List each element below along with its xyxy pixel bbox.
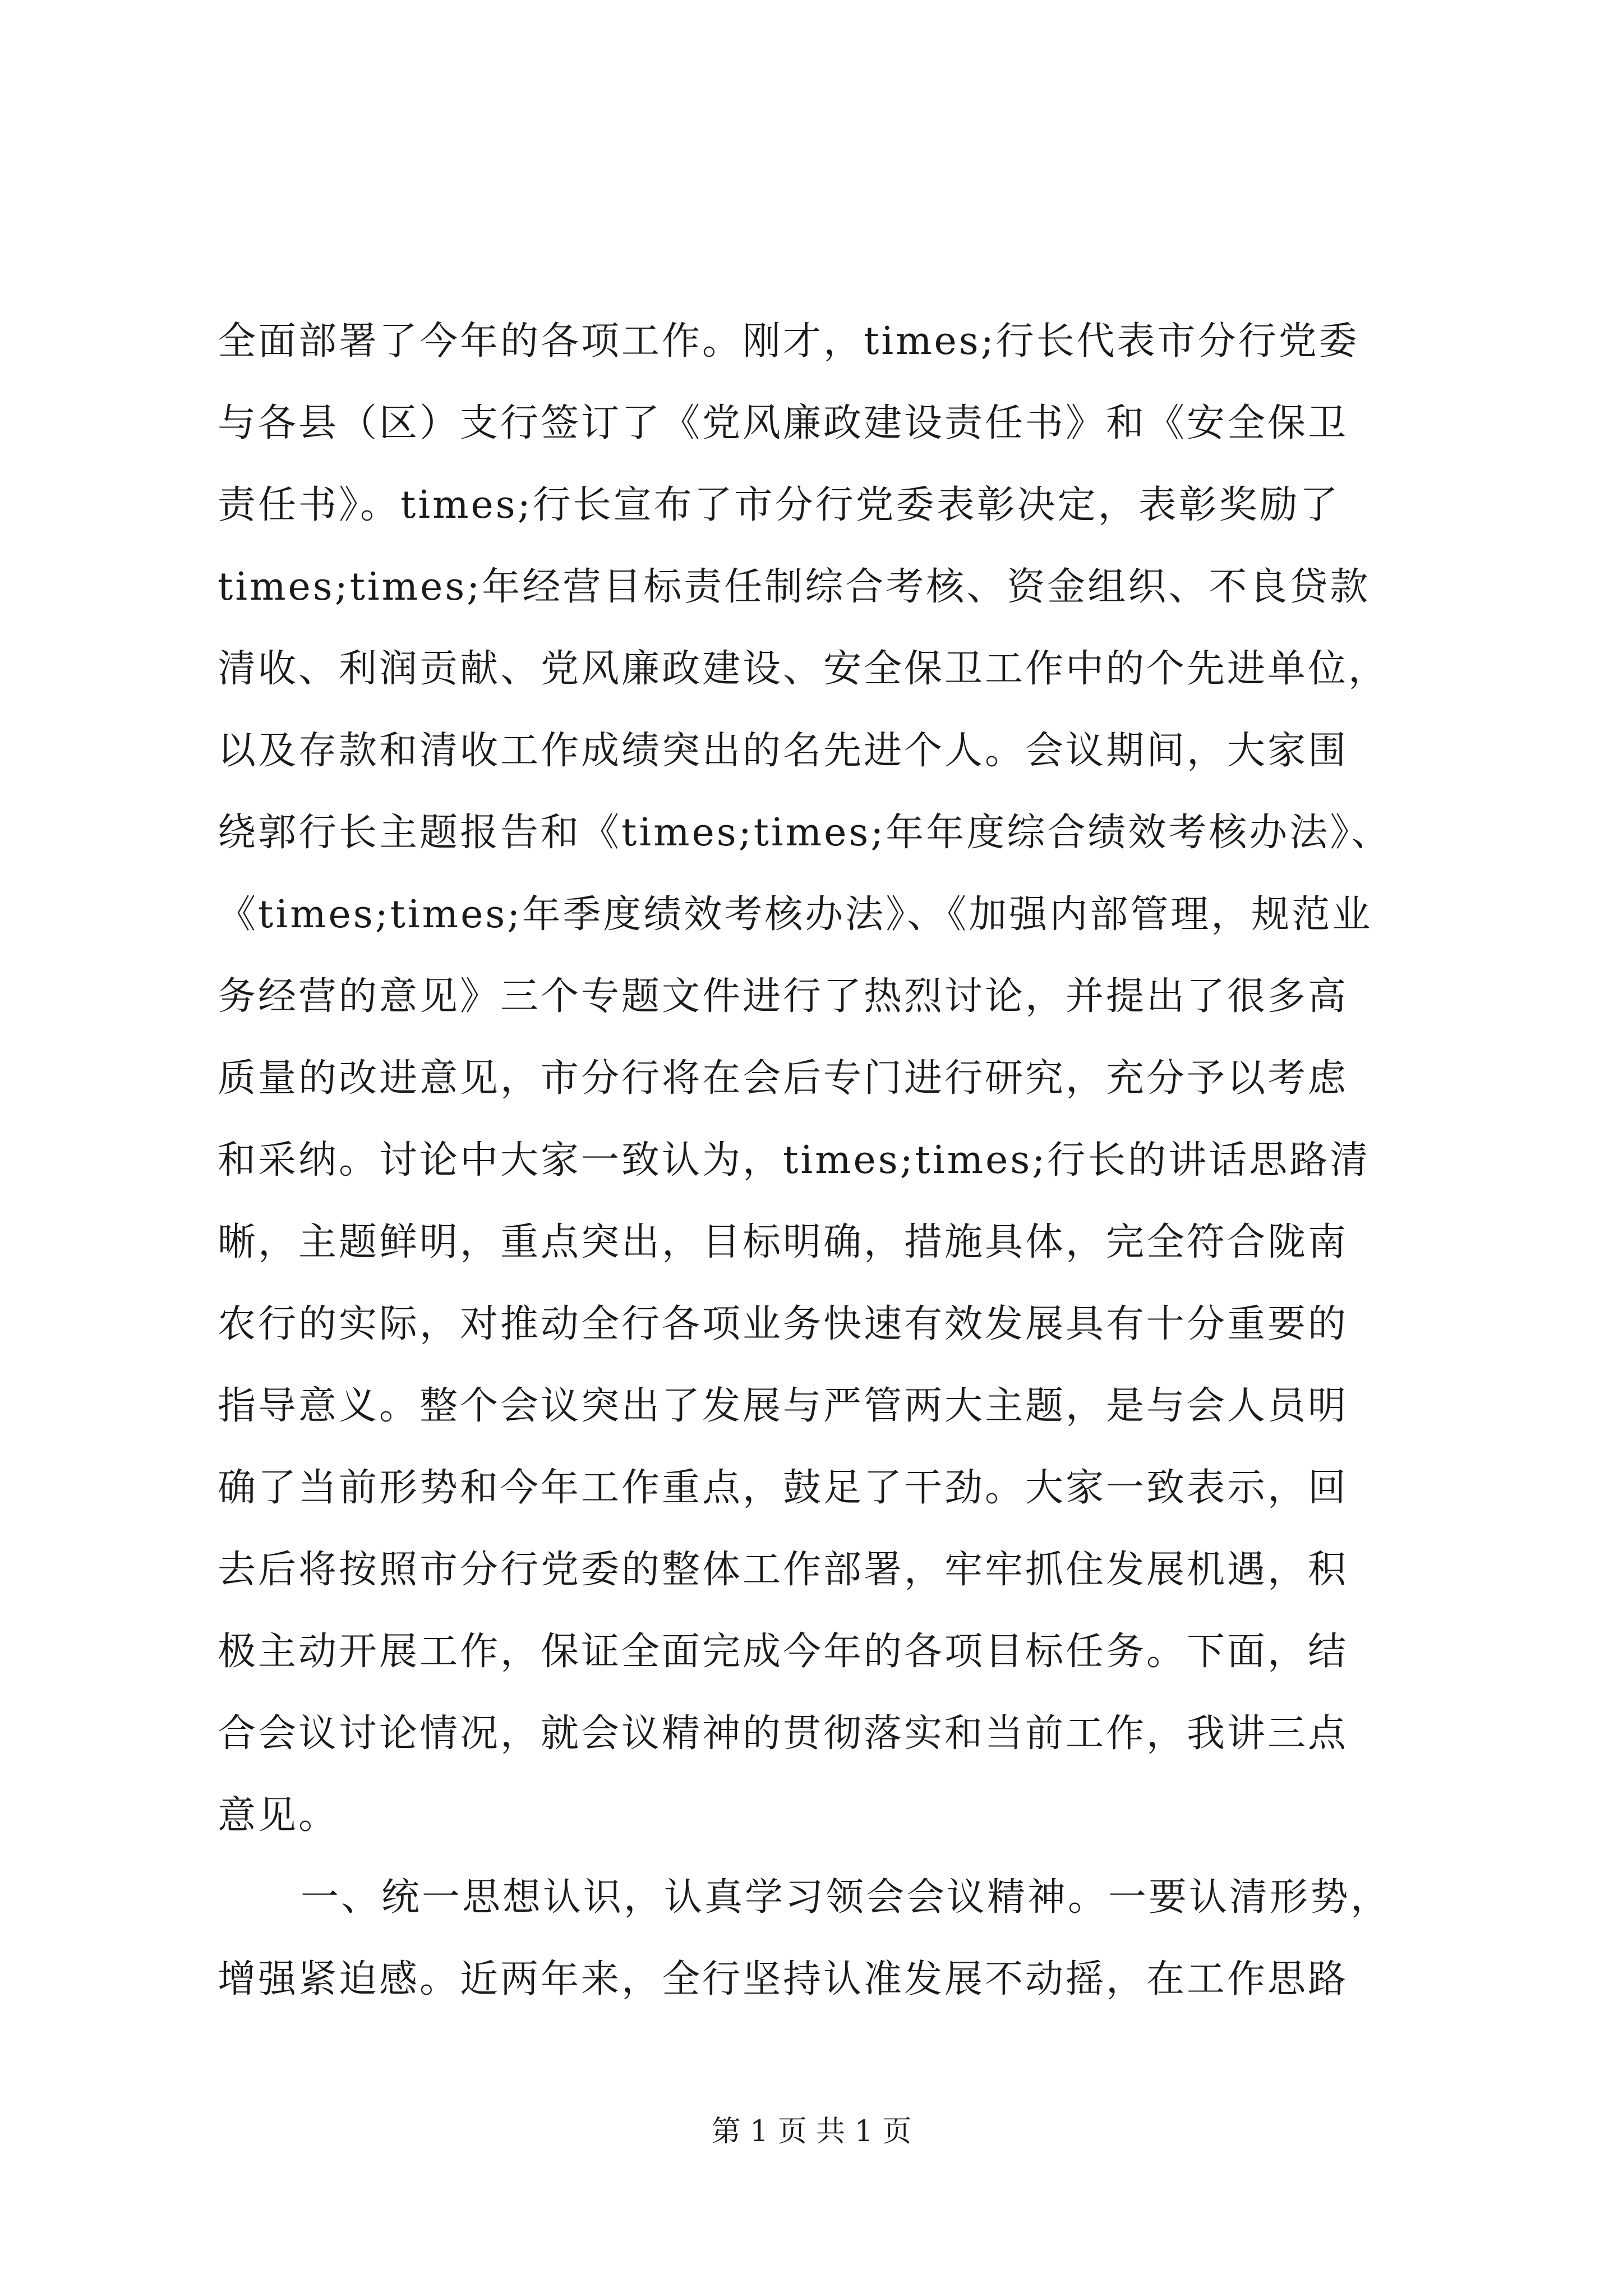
text-line: 晰，主题鲜明，重点突出，目标明确，措施具体，完全符合陇南 [218,1220,1349,1264]
text-line: 以及存款和清收工作成绩突出的名先进个人。会议期间，大家围 [218,729,1349,773]
text-line: 农行的实际，对推动全行各项业务快速有效发展具有十分重要的 [218,1302,1349,1346]
text-line: 确了当前形势和今年工作重点，鼓足了干劲。大家一致表示，回 [218,1466,1349,1510]
page-footer: 第 1 页 共 1 页 [711,2115,912,2148]
text-line: times;times;年经营目标责任制综合考核、资金组织、不良贷款 [218,565,1371,609]
section-heading-line: 一、统一思想认识，认真学习领会会议精神。一要认清形势， [301,1875,1391,1920]
text-line: 指导意义。整个会议突出了发展与严管两大主题，是与会人员明 [218,1384,1349,1428]
text-line: 《times;times;年季度绩效考核办法》、《加强内部管理，规范业 [218,892,1373,937]
text-line: 责任书》。times;行长宣布了市分行党委表彰决定，表彰奖励了 [218,483,1340,527]
text-line: 绕郭行长主题报告和《times;times;年年度综合绩效考核办法》、 [218,811,1392,855]
text-line: 和采纳。讨论中大家一致认为，times;times;行长的讲话思路清 [218,1138,1371,1182]
text-line: 全面部署了今年的各项工作。刚才，times;行长代表市分行党委 [218,319,1359,364]
text-line: 极主动开展工作，保证全面完成今年的各项目标任务。下面，结 [218,1630,1349,1674]
text-line: 去后将按照市分行党委的整体工作部署，牢牢抓住发展机遇，积 [218,1548,1349,1592]
text-line: 意见。 [218,1793,339,1838]
text-line: 增强紧迫感。近两年来，全行坚持认准发展不动摇，在工作思路 [218,1957,1349,2001]
text-line: 与各县（区）支行签订了《党风廉政建设责任书》和《安全保卫 [218,401,1349,445]
text-line: 务经营的意见》三个专题文件进行了热烈讨论，并提出了很多高 [218,974,1349,1019]
text-line: 清收、利润贡献、党风廉政建设、安全保卫工作中的个先进单位， [218,647,1389,691]
text-line: 质量的改进意见，市分行将在会后专门进行研究，充分予以考虑 [218,1056,1349,1101]
text-line: 合会议讨论情况，就会议精神的贯彻落实和当前工作，我讲三点 [218,1711,1349,1756]
